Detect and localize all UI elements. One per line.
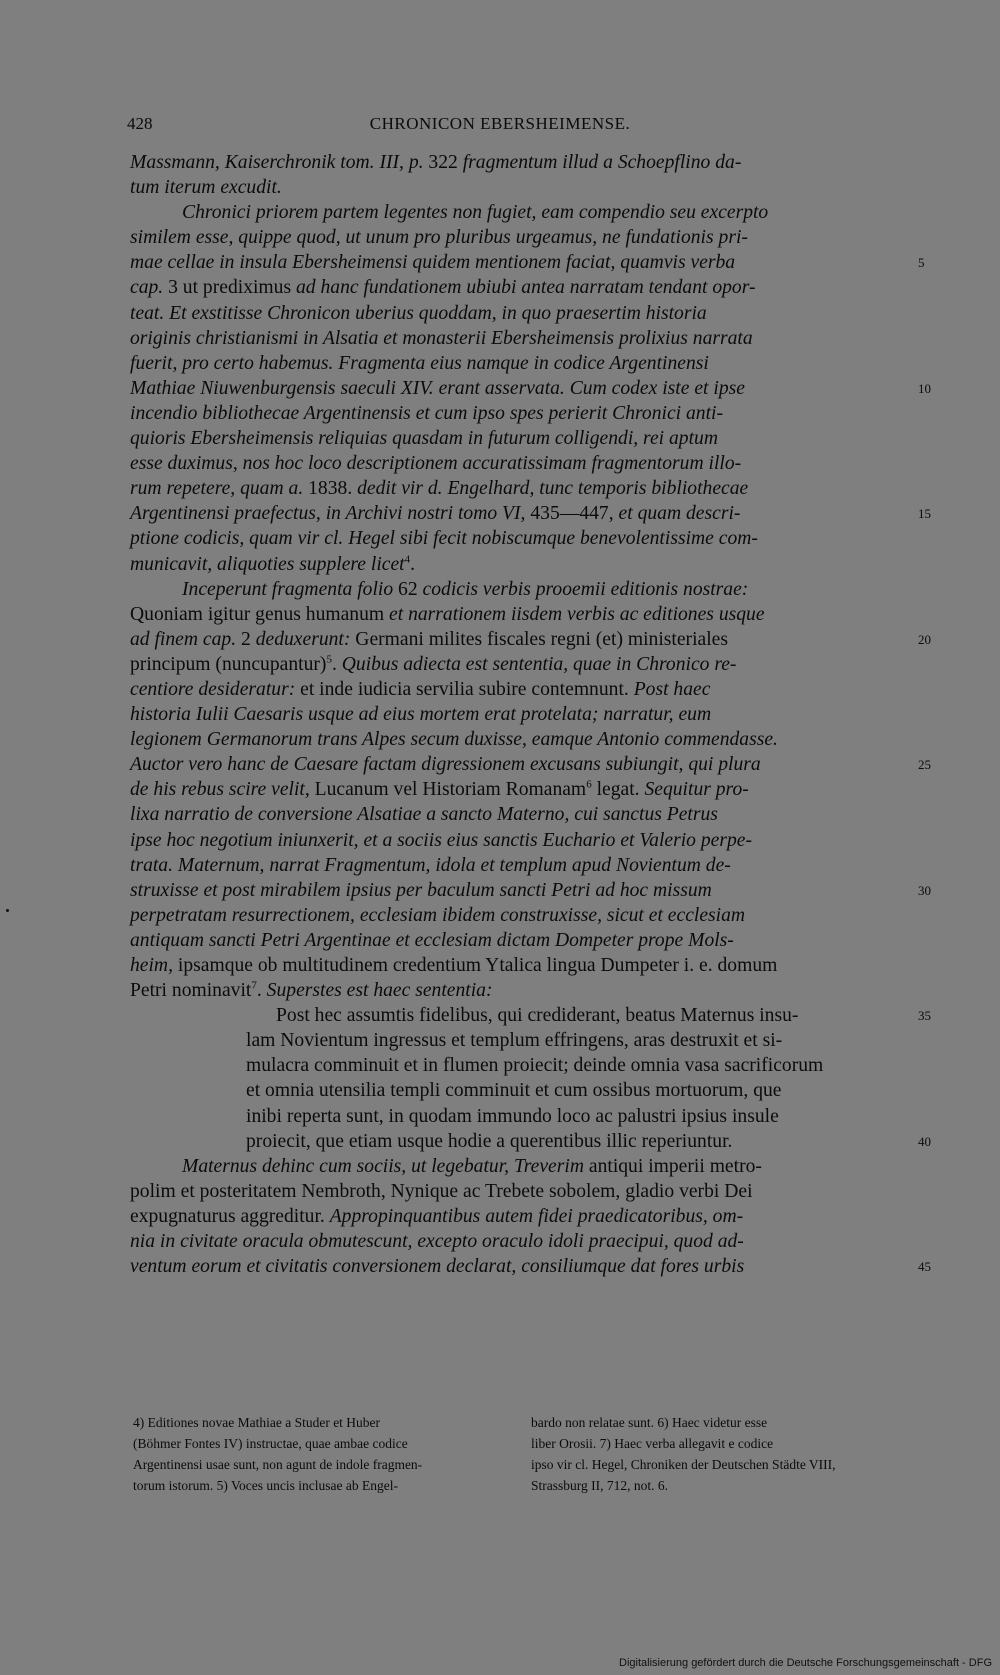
- text-line: [130, 526, 910, 551]
- text-line: [130, 1053, 910, 1078]
- text-line: [130, 727, 910, 752]
- text-segment: struxisse et post mirabilem ipsius per baculum sancti Petri ad hoc missum: [130, 879, 712, 901]
- text-segment: antiqui imperii metro-: [583, 1155, 762, 1177]
- text-segment: ipsamque ob multitudinem credentium Ytalica lingua Dumpeter i. e. domum: [173, 955, 778, 976]
- text-segment: ptione codicis, quam vir cl. Hegel sibi fecit nobiscumque benevolentissime com-: [130, 528, 758, 550]
- text-segment: Appropinquantibus autem fidei praedicatoribus, om-: [329, 1205, 744, 1227]
- text-segment: expugnaturus aggreditur.: [130, 1205, 330, 1227]
- text-line: [130, 878, 931, 903]
- text-line: [130, 1254, 931, 1279]
- text-line: [130, 552, 910, 577]
- text-segment: et quam descri-: [618, 503, 741, 525]
- text-line: [130, 1078, 910, 1103]
- text-segment: quioris Ebersheimensis reliquias quasdam in futurum colligendi, rei aptum: [130, 428, 718, 450]
- text-line: [130, 953, 910, 978]
- footnote-ref: 7: [251, 979, 257, 992]
- text-line: [130, 376, 931, 401]
- line-number: 45: [918, 1259, 931, 1275]
- text-segment: heim,: [130, 955, 173, 976]
- text-segment: Massmann, Kaiserchronik tom. III, p.: [130, 152, 424, 173]
- text-segment: et inde iudicia servilia subire contemnunt.: [295, 678, 634, 700]
- text-segment: fragmentum illud a Schoepflino da-: [462, 152, 742, 173]
- text-segment: Germani milites fiscales regni (et) ministeriales: [350, 628, 728, 650]
- text-segment: Argentinensi praefectus, in Archivi nostri tomo VI,: [130, 503, 526, 525]
- text-segment: 1838.: [303, 478, 358, 500]
- text-segment: inibi reperta sunt, in quodam immundo loco ac palustri ipsius insule: [246, 1105, 779, 1127]
- text-line: [130, 175, 910, 200]
- text-segment: principum (nuncupantur): [130, 653, 327, 675]
- text-line: [130, 250, 925, 275]
- text-segment: ventum eorum et civitatis conversionem declarat, consiliumque dat fores urbis: [130, 1256, 745, 1278]
- text-line: [130, 1229, 910, 1254]
- text-segment: originis christianismi in Alsatia et monasterii Ebersheimensis prolixius narrata: [130, 327, 753, 349]
- text-segment: antiquam sancti Petri Argentinae et ecclesiam dictam Dompeter prope Mols-: [130, 929, 734, 951]
- text-segment: rum repetere, quam a.: [130, 478, 304, 500]
- running-title: CHRONICON EBERSHEIMENSE.: [369, 114, 631, 133]
- text-segment: de his rebus scire velit,: [130, 779, 310, 801]
- footnote-line: 4) Editiones novae Mathiae a Studer et Huber: [133, 1415, 381, 1430]
- text-line: [130, 577, 910, 602]
- text-segment: Auctor vero hanc de Caesare factam digressionem excusans subiungit, qui plura: [130, 754, 761, 776]
- text-segment: 62: [393, 578, 423, 600]
- text-line: [130, 426, 910, 451]
- footnotes-left-column: [133, 1412, 422, 1496]
- text-segment: .: [256, 980, 267, 1002]
- text-segment: municavit, aliquoties supplere licet: [130, 553, 405, 575]
- text-line: [130, 702, 910, 727]
- text-line: [130, 451, 910, 476]
- text-segment: fuerit, pro certo habemus. Fragmenta eius namque in codice Argentinensi: [130, 352, 709, 374]
- text-segment: ad hanc fundationem ubiubi antea narratam tendant opor-: [296, 277, 756, 299]
- text-segment: teat. Et exstitisse Chronicon uberius quoddam, in quo praesertim historia: [130, 302, 707, 324]
- text-segment: et omnia utensilia templi comminuit et cum ossibus mortuorum, que: [246, 1080, 782, 1102]
- footnote-line: ipso vir cl. Hegel, Chroniken der Deutschen Städte VIII,: [531, 1457, 836, 1472]
- text-segment: Quibus adiecta est sententia, quae in Chronico re-: [341, 653, 737, 675]
- text-line: [130, 351, 910, 376]
- text-line: [130, 802, 910, 827]
- text-segment: 2: [236, 628, 256, 650]
- text-segment: 435—447,: [525, 503, 619, 525]
- line-number: 15: [918, 506, 931, 522]
- footnote-line: bardo non relatae sunt. 6) Haec videtur esse: [531, 1415, 768, 1430]
- text-segment: legionem Germanorum trans Alpes secum duxisse, eamque Antonio commendasse.: [130, 729, 778, 751]
- text-line: [130, 652, 910, 677]
- text-line: [130, 777, 910, 802]
- text-line: [130, 1003, 931, 1028]
- text-line: [130, 602, 910, 627]
- text-line: [130, 677, 910, 702]
- text-segment: Quoniam igitur genus humanum: [130, 603, 390, 625]
- text-segment: deduxerunt:: [255, 628, 351, 650]
- text-line: [130, 928, 910, 953]
- text-line: [130, 401, 910, 426]
- text-line: [130, 200, 910, 225]
- text-segment: Maternus dehinc cum sociis, ut legebatur, Treverim: [182, 1155, 584, 1177]
- page-number: 428: [127, 114, 153, 133]
- text-segment: ipse hoc negotium iniunxerit, et a sociis eius sanctis Euchario et Valerio perpe-: [130, 829, 752, 851]
- text-segment: esse duximus, nos hoc loco descriptionem accuratissimam fragmentorum illo-: [130, 453, 742, 475]
- text-line: [130, 1179, 910, 1204]
- text-segment: historia Iulii Caesaris usque ad eius mortem erat protelata; narratur, eum: [130, 704, 712, 726]
- text-segment: dedit vir d. Engelhard, tunc temporis bibliothecae: [357, 478, 749, 500]
- text-segment: Chronici priorem partem legentes non fugiet, eam compendio seu excerpto: [182, 202, 769, 224]
- text-line: [130, 978, 910, 1003]
- line-number: 10: [918, 380, 931, 396]
- digitization-credit: Digitalisierung gefördert durch die Deutsche Forschungsgemeinschaft - DFG: [619, 1657, 992, 1669]
- text-line: [130, 627, 931, 652]
- footnote-line: Argentinensi usae sunt, non agunt de indole fragmen-: [133, 1457, 423, 1472]
- text-segment: ad finem cap.: [130, 628, 237, 650]
- text-segment: Lucanum vel Historiam Romanam: [309, 779, 587, 801]
- footnote-line: liber Orosii. 7) Haec verba allegavit e codice: [531, 1436, 774, 1451]
- text-segment: mulacra comminuit et in flumen proiecit; deinde omnia vasa sacrificorum: [246, 1055, 824, 1077]
- text-segment: cap.: [130, 277, 164, 299]
- text-line: [130, 501, 931, 526]
- text-line: [130, 150, 910, 175]
- footnotes-right-column: [531, 1412, 836, 1496]
- text-segment: Post hec assumtis fidelibus, qui crediderant, beatus Maternus insu-: [276, 1005, 799, 1027]
- text-line: [130, 752, 931, 777]
- text-line: [130, 1204, 910, 1229]
- text-segment: nia in civitate oracula obmutescunt, excepto oraculo idoli praecipui, quod ad-: [130, 1231, 744, 1253]
- footnote-line: (Böhmer Fontes IV) instructae, quae ambae codice: [133, 1436, 408, 1451]
- text-segment: Sequitur pro-: [644, 779, 749, 801]
- text-segment: et narrationem iisdem verbis ac editiones usque: [389, 603, 765, 625]
- text-line: [130, 828, 910, 853]
- line-number: 35: [918, 1008, 931, 1024]
- text-segment: incendio bibliothecae Argentinensis et cum ipso spes perierit Chronici anti-: [130, 402, 723, 424]
- text-segment: Petri nominavit: [130, 980, 252, 1002]
- margin-mark: [6, 909, 9, 912]
- text-line: [130, 301, 910, 326]
- text-segment: .: [410, 553, 416, 575]
- text-segment: .: [331, 653, 342, 675]
- text-line: [130, 476, 910, 501]
- line-number: 20: [918, 631, 931, 647]
- line-number: 40: [918, 1133, 931, 1149]
- text-segment: Inceperunt fragmenta folio: [182, 578, 394, 600]
- footnote-ref: 5: [326, 653, 332, 666]
- footnote-line: Strassburg II, 712, not. 6.: [531, 1478, 668, 1493]
- text-segment: Superstes est haec sententia:: [266, 980, 493, 1002]
- text-segment: trata. Maternum, narrat Fragmentum, idola et templum apud Novientum de-: [130, 854, 731, 876]
- text-segment: lam Novientum ingressus et templum effringens, aras destruxit et si-: [246, 1030, 783, 1052]
- text-line: [130, 275, 910, 300]
- text-segment: lixa narratio de conversione Alsatiae a sancto Materno, cui sanctus Petrus: [130, 804, 718, 826]
- text-segment: 322: [423, 152, 463, 173]
- body-text: [130, 150, 931, 1279]
- text-segment: tum iterum excudit.: [130, 177, 282, 199]
- text-segment: Post haec: [633, 678, 711, 700]
- line-number: 30: [918, 882, 931, 898]
- line-number: 25: [918, 757, 931, 773]
- text-segment: legat.: [591, 779, 645, 801]
- text-segment: mae cellae in insula Ebersheimensi quidem mentionem faciat, quamvis verba: [130, 252, 736, 274]
- text-line: [130, 326, 910, 351]
- text-segment: centiore desideratur:: [130, 678, 296, 700]
- footnote-ref: 6: [586, 778, 592, 791]
- text-segment: perpetratam resurrectionem, ecclesiam ibidem construxisse, sicut et ecclesiam: [130, 904, 746, 926]
- text-line: [130, 1104, 910, 1129]
- line-number: 5: [918, 255, 925, 271]
- text-segment: similem esse, quippe quod, ut unum pro pluribus urgeamus, ne fundationis pri-: [130, 227, 748, 249]
- footnote-line: torum istorum. 5) Voces uncis inclusae ab Engel-: [133, 1478, 398, 1493]
- text-line: [130, 853, 910, 878]
- text-line: [130, 225, 910, 250]
- text-line: [130, 1028, 910, 1053]
- text-segment: proiecit, que etiam usque hodie a querentibus illic reperiuntur.: [246, 1130, 733, 1152]
- text-segment: Mathiae Niuwenburgensis saeculi XIV. erant asservata. Cum codex iste et ipse: [130, 377, 745, 399]
- text-line: [130, 1129, 931, 1154]
- text-line: [130, 903, 910, 928]
- footnote-ref: 4: [404, 552, 411, 565]
- text-line: [130, 1154, 910, 1179]
- text-segment: codicis verbis prooemii editionis nostrae:: [422, 578, 749, 600]
- text-segment: 3 ut prediximus: [163, 277, 296, 299]
- text-segment: polim et posteritatem Nembroth, Nynique ac Trebete sobolem, gladio verbi Dei: [130, 1180, 753, 1202]
